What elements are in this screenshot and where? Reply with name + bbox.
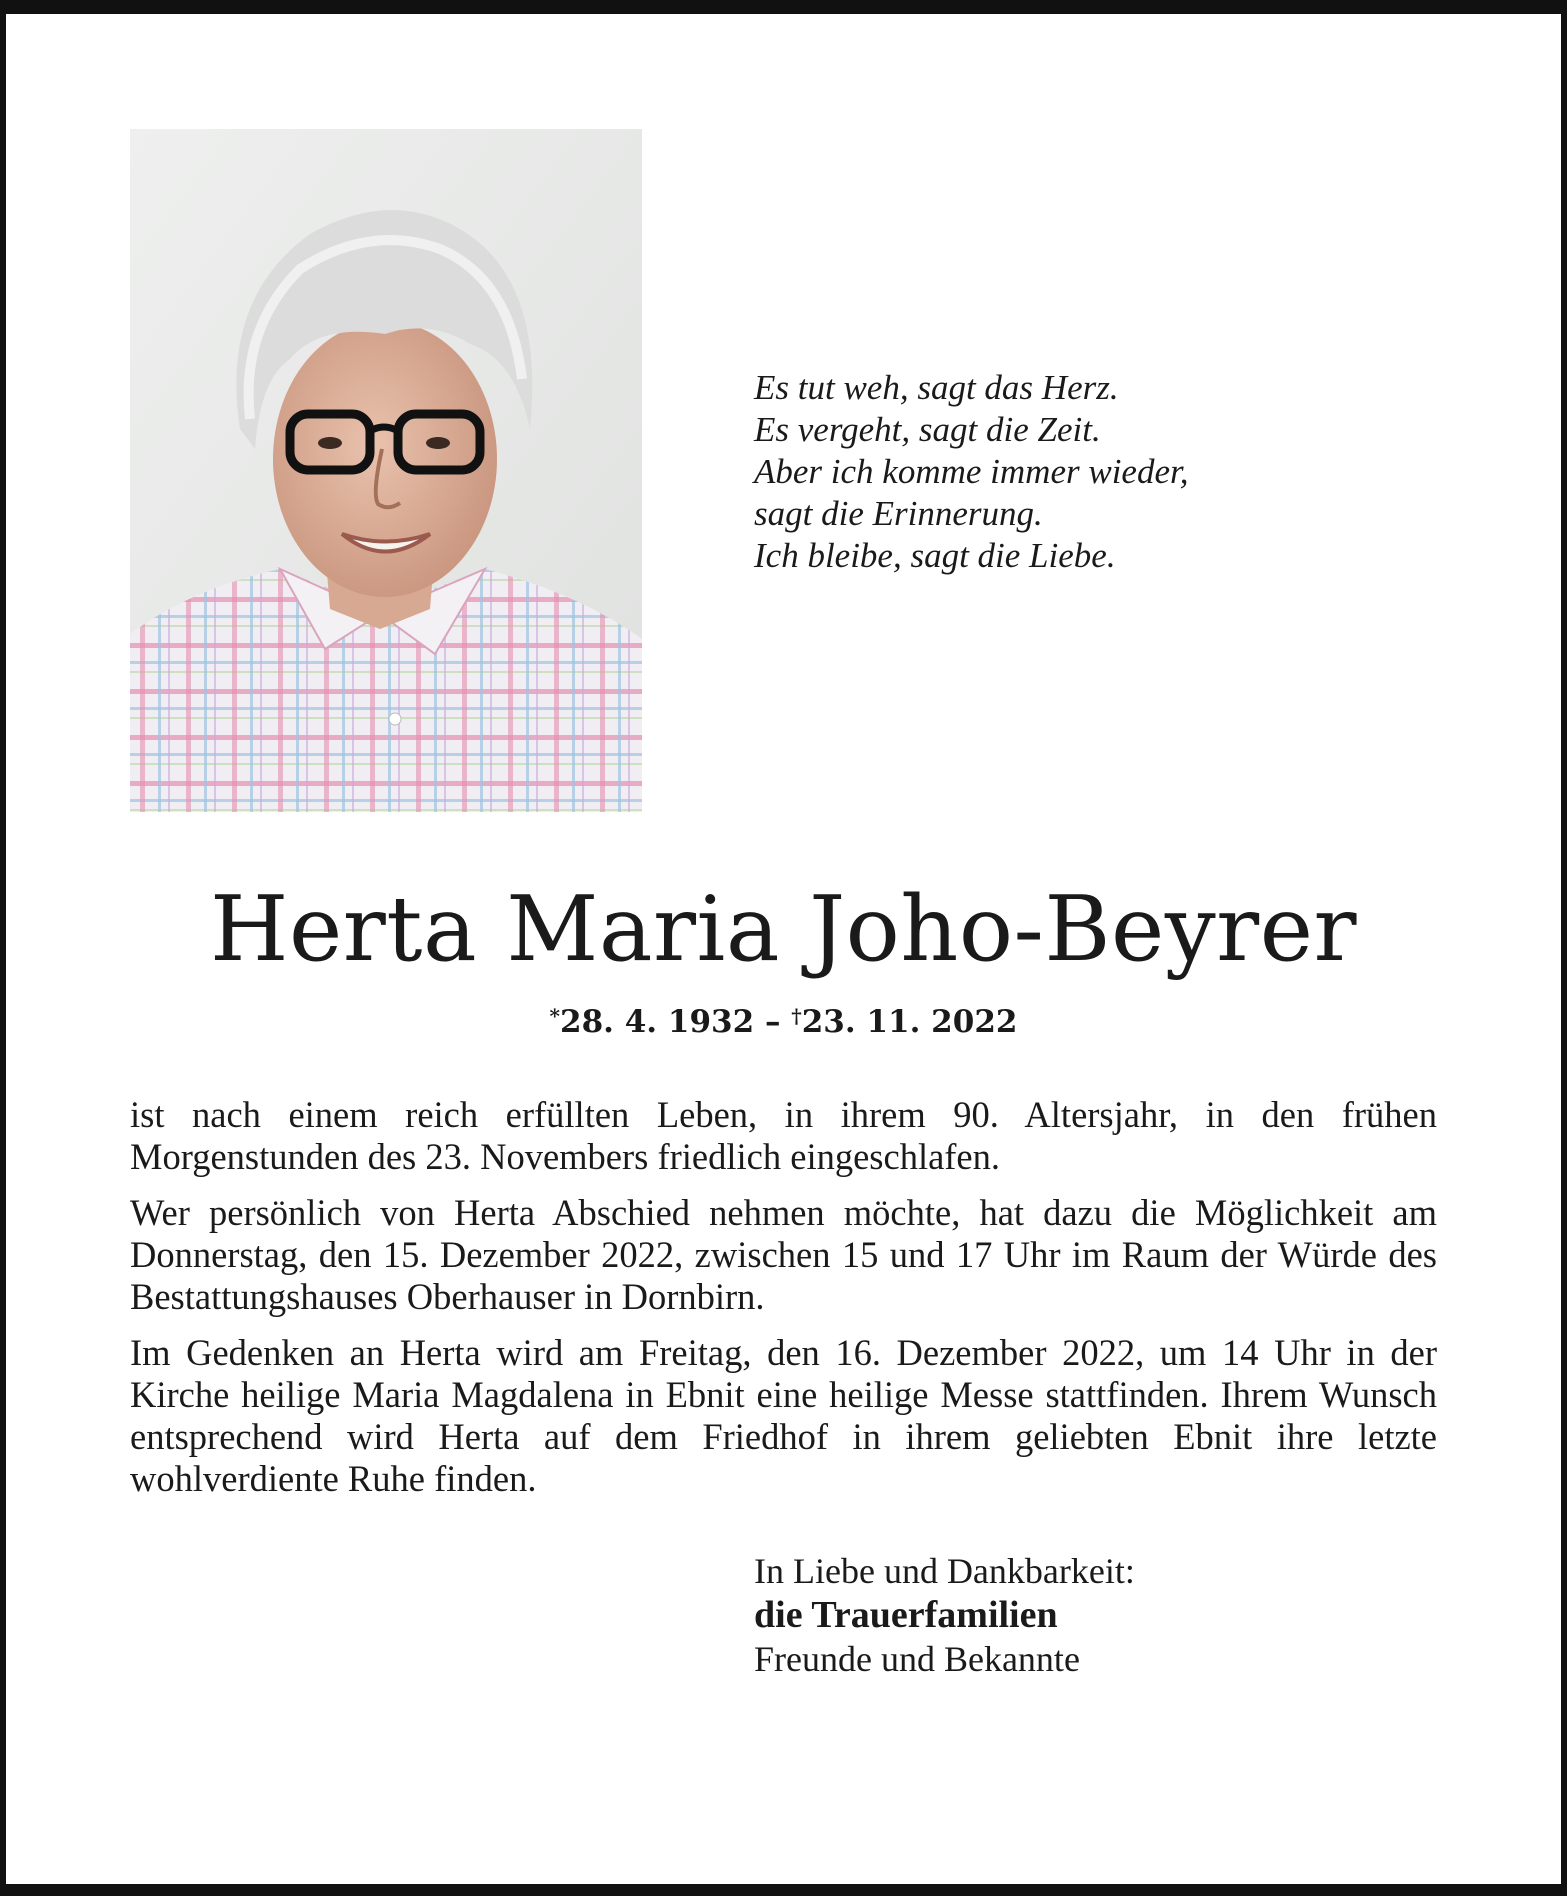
body-paragraph: Wer persönlich von Herta Abschied nehmen möchte, hat dazu die Möglichkeit am Donnerstag, den 15. Dezember 2022, zwischen 15 und 17 Uhr im Raum der Würde des Bestattungshauses Oberhauser in Dornbirn.	[130, 1192, 1437, 1317]
date-separator: –	[754, 1004, 792, 1040]
portrait-photo	[130, 129, 642, 812]
poem-line: Aber ich komme immer wieder,	[754, 452, 1189, 491]
closing-signature	[754, 1549, 1474, 1681]
body-paragraph: Im Gedenken an Herta wird am Freitag, den 16. Dezember 2022, um 14 Uhr in der Kirche heilige Maria Magdalena in Ebnit eine heilige Messe stattfinden. Ihrem Wunsch entsprechend wird Herta auf dem Friedhof in ihrem geliebten Ebnit ihre letzte wohlverdiente Ruhe finden.	[130, 1332, 1437, 1499]
poem-line: Es tut weh, sagt das Herz.	[754, 368, 1119, 407]
closing-friends: Freunde und Bekannte	[754, 1639, 1080, 1679]
memorial-poem	[754, 367, 1474, 577]
closing-intro: In Liebe und Dankbarkeit:	[754, 1551, 1135, 1591]
birth-symbol: *	[549, 1004, 560, 1028]
deceased-name: Herta Maria Joho-Beyrer	[210, 877, 1357, 982]
body-paragraph: ist nach einem reich erfüllten Leben, in ihrem 90. Altersjahr, in den frühen Morgenstunden des 23. Novembers friedlich eingeschlafen.	[130, 1094, 1437, 1177]
birth-date: 28. 4. 1932	[560, 1004, 755, 1040]
closing-family: die Trauerfamilien	[754, 1594, 1058, 1636]
life-dates	[0, 1000, 1567, 1044]
death-symbol: †	[791, 1004, 802, 1028]
poem-line: Ich bleibe, sagt die Liebe.	[754, 536, 1116, 575]
announcement-body	[130, 1094, 1437, 1514]
poem-line: sagt die Erinnerung.	[754, 494, 1043, 533]
poem-line: Es vergeht, sagt die Zeit.	[754, 410, 1101, 449]
death-date: 23. 11. 2022	[801, 1004, 1018, 1040]
